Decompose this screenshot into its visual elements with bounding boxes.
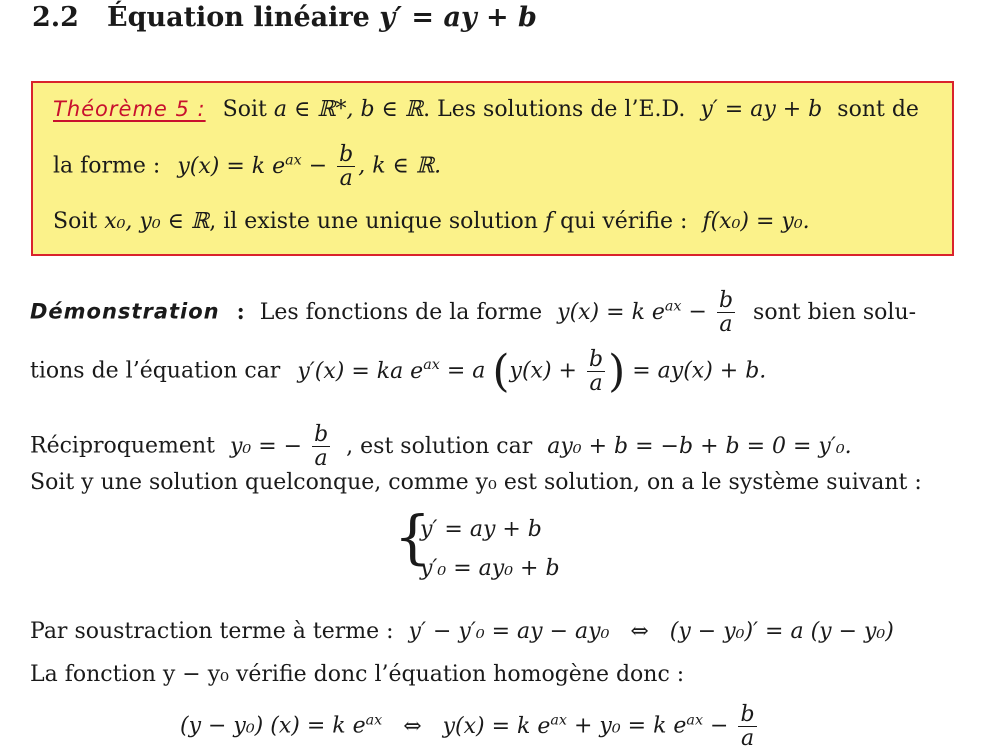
left-paren: ( <box>492 346 510 397</box>
theorem-text: , il existe une unique solution <box>209 209 538 234</box>
demo-math: y(x) = k e <box>557 299 665 325</box>
demo-text: , est solution car <box>346 433 533 459</box>
demo-fraction <box>587 348 605 395</box>
demo-math: ⇔ y(x) = k e <box>403 713 551 739</box>
demo-paragraph-2 <box>30 346 766 397</box>
theorem-text: . Les solutions de l’E.D. <box>423 97 686 122</box>
theorem-math: f(x₀) = y₀. <box>702 209 810 234</box>
demo-paragraph-5 <box>30 619 894 644</box>
demo-fraction <box>717 289 735 336</box>
theorem-text: la forme : <box>53 153 161 179</box>
demo-math: y′(x) = ka e <box>297 358 424 384</box>
demo-text: sont bien solu- <box>753 299 917 325</box>
theorem-exponent: ax <box>285 152 302 169</box>
fraction-numerator: b <box>588 346 604 372</box>
theorem-line-2 <box>53 143 441 190</box>
demo-text: tions de l’équation car <box>30 358 281 384</box>
demo-fraction <box>738 703 756 750</box>
demo-math: − <box>710 713 729 739</box>
system-equation-2: y′₀ = ay₀ + b <box>420 556 560 581</box>
system-equation-1: y′ = ay + b <box>420 517 542 542</box>
demo-math: = ay(x) + b. <box>632 358 767 384</box>
fraction-denominator: a <box>740 726 755 752</box>
demo-exponent: ax <box>686 712 704 729</box>
demo-fraction <box>312 423 330 470</box>
demo-text: Réciproquement <box>30 433 215 459</box>
demo-text: Par soustraction terme à terme : <box>30 619 394 644</box>
theorem-fraction <box>337 143 355 190</box>
theorem-math: , k ∈ ℝ. <box>358 153 442 179</box>
theorem-math: x₀, y₀ ∈ ℝ <box>104 209 210 234</box>
demo-exponent: ax <box>423 357 440 374</box>
demo-exponent: ax <box>664 298 682 315</box>
fraction-numerator: b <box>339 142 354 167</box>
theorem-line-3 <box>53 209 810 234</box>
system-brace: { <box>394 503 431 571</box>
demonstration-label: Démonstration <box>30 299 220 324</box>
demo-math: + y₀ = k e <box>573 713 687 739</box>
theorem-box <box>31 81 954 256</box>
theorem-math: − <box>308 153 328 179</box>
fraction-denominator: a <box>589 371 603 396</box>
demo-paragraph-3 <box>30 423 852 470</box>
demo-math: y₀ = − <box>229 433 303 459</box>
section-heading <box>32 2 537 33</box>
fraction-denominator: a <box>339 166 353 192</box>
demo-math: y′ − y′₀ = ay − ay₀ ⇔ (y − y₀)′ = a (y − y₀) <box>408 619 894 644</box>
section-title: Équation linéaire <box>106 2 370 33</box>
fraction-numerator: b <box>314 422 329 447</box>
demo-math: (y − y₀) (x) = k e <box>180 713 366 739</box>
fraction-denominator: a <box>314 446 328 472</box>
right-paren: ) <box>608 346 626 397</box>
demo-math: ay₀ + b = −b + b = 0 = y′₀. <box>547 433 852 459</box>
fraction-numerator: b <box>740 702 755 727</box>
fraction-numerator: b <box>718 288 734 313</box>
fraction-denominator: a <box>719 312 733 338</box>
demonstration-colon: : <box>236 298 245 325</box>
demo-exponent: ax <box>550 712 567 729</box>
demo-final-equation <box>180 703 760 750</box>
theorem-text: Soit <box>53 209 98 234</box>
demo-text: Les fonctions de la forme <box>259 299 543 325</box>
demo-exponent: ax <box>365 712 383 729</box>
section-title-formula: y′ = ay + b <box>379 2 537 33</box>
theorem-math: y′ = ay + b <box>700 97 823 122</box>
theorem-text: sont de <box>837 97 919 122</box>
theorem-math: f <box>544 209 554 234</box>
theorem-text: Soit <box>222 97 267 122</box>
theorem-math: y(x) = k e <box>177 153 286 179</box>
theorem-text: qui vérifie : <box>560 209 688 234</box>
demo-math: = a <box>446 358 486 384</box>
demo-paragraph-6: La fonction y − y₀ vérifie donc l’équation homogène donc : <box>30 662 685 687</box>
demo-math: − <box>688 299 707 325</box>
demo-paragraph-1 <box>30 289 916 336</box>
theorem-math: a ∈ ℝ*, b ∈ ℝ <box>273 97 424 122</box>
demo-paragraph-4: Soit y une solution quelconque, comme y₀ est solution, on a le système suivant : <box>30 470 922 495</box>
theorem-line-1 <box>53 97 919 122</box>
demo-math: y(x) + <box>509 358 577 384</box>
section-number: 2.2 <box>32 2 79 33</box>
theorem-label: Théorème 5 : <box>53 97 206 121</box>
